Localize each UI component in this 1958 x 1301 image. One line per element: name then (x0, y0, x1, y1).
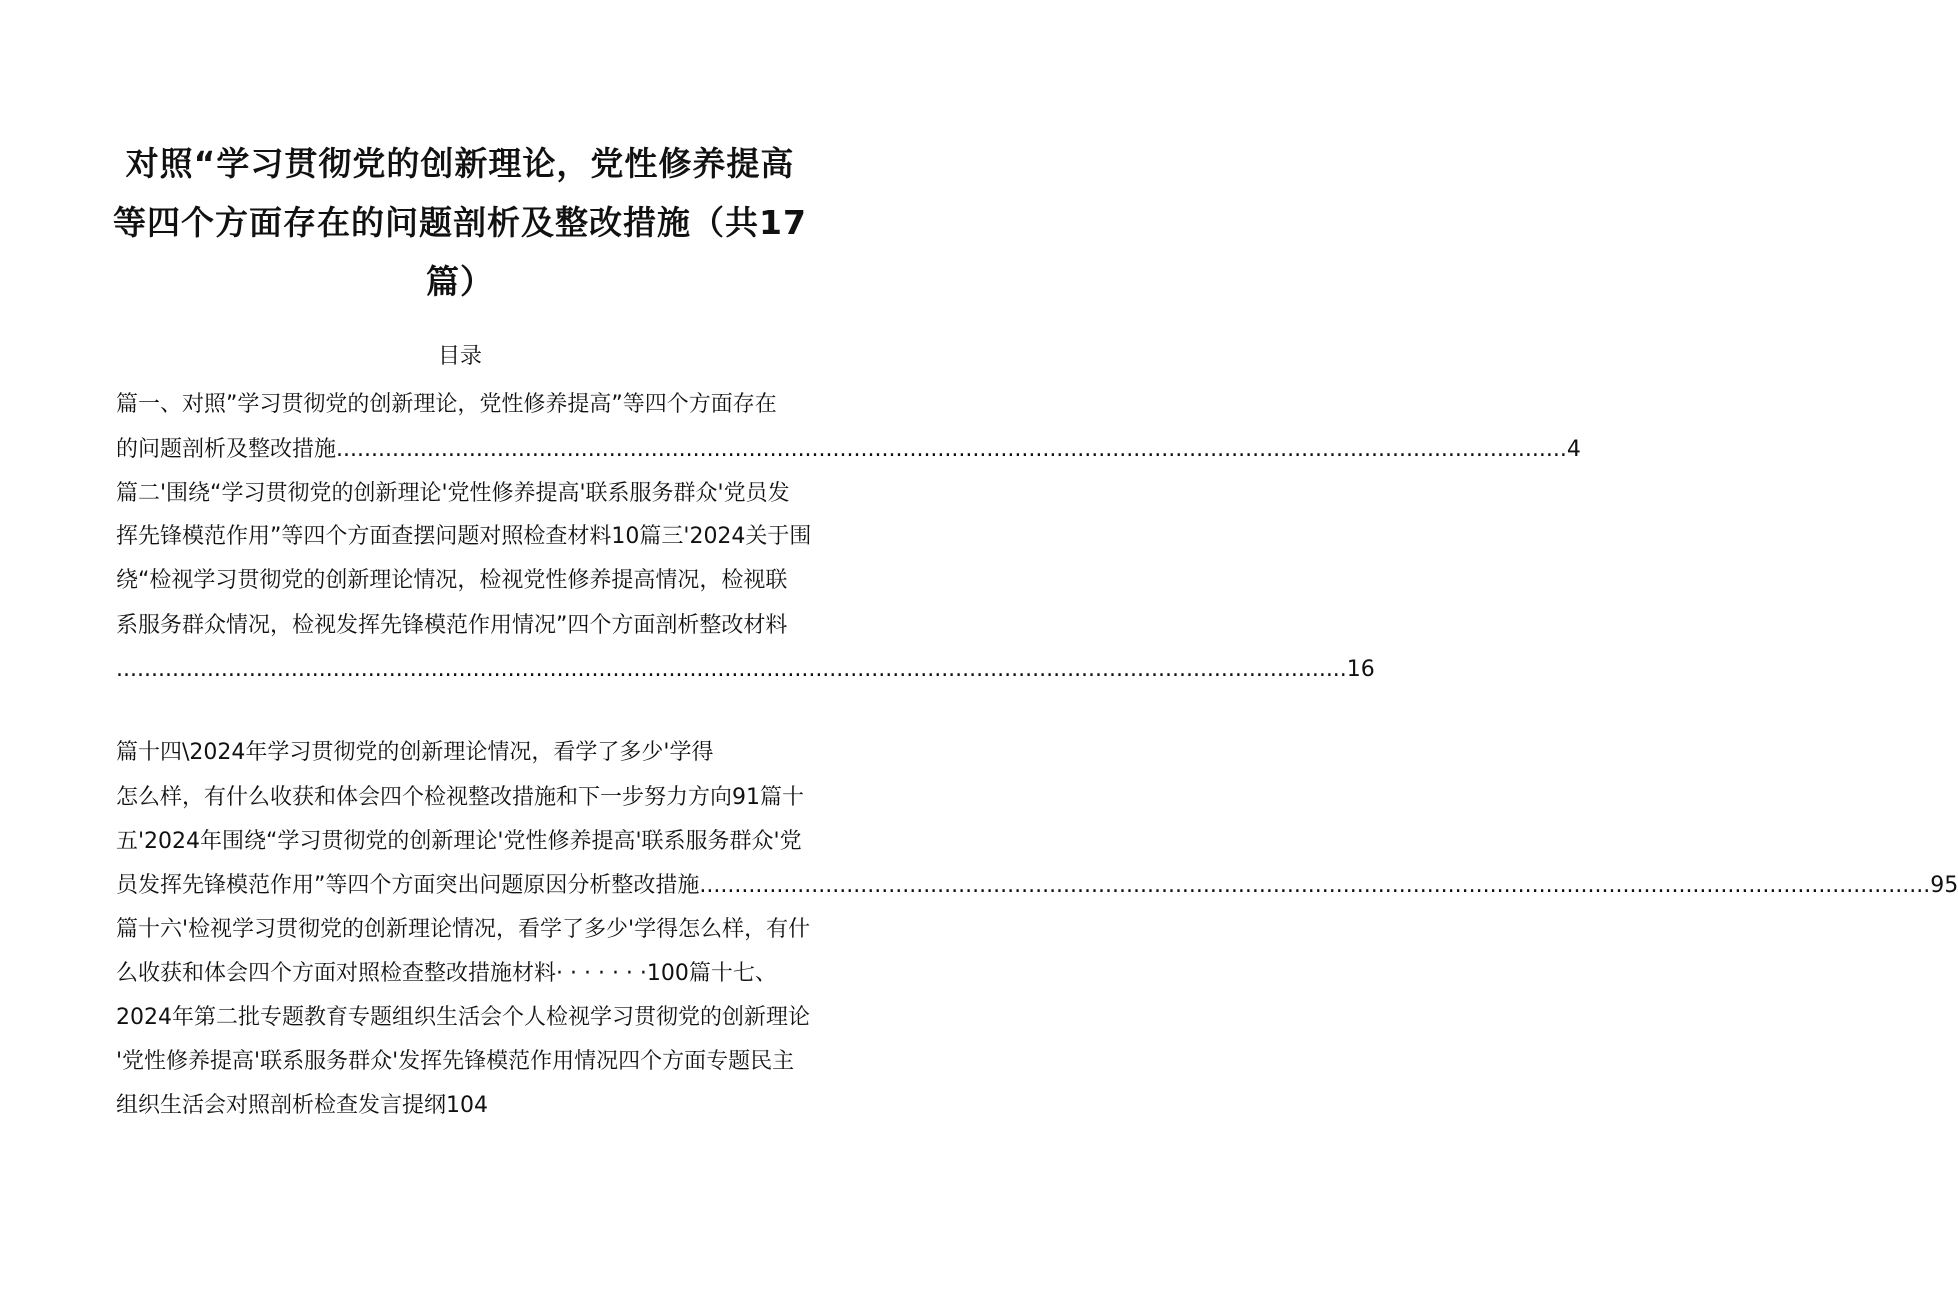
toc-entry-end (116, 870, 1958, 902)
toc-line: '党性修养提高'联系服务群众'发挥先锋模范作用情况四个方面专题民主 (116, 1049, 795, 1074)
title-line-2: 等四个方面存在的问题剖析及整改措施（共17 (113, 203, 807, 242)
toc-entry-end (116, 654, 1375, 686)
toc-entry-end (116, 434, 1581, 466)
title-line-1: 对照“学习贯彻党的创新理论，党性修养提高 (125, 144, 795, 183)
document-title (100, 134, 820, 311)
dot-leader: ................................................................................................................................................................................ (699, 873, 1931, 898)
toc-line: 绕“检视学习贯彻党的创新理论情况，检视党性修养提高情况，检视联 (116, 568, 788, 593)
toc-line: 2024年第二批专题教育专题组织生活会个人检视学习贯彻党的创新理论 (116, 1005, 810, 1030)
toc-heading: 目录 (437, 344, 482, 369)
page-number: 16 (1346, 657, 1375, 682)
page-number: 4 (1566, 437, 1581, 462)
dot-leader: ................................................................................................................................................................................ (116, 657, 1347, 682)
toc-line: 怎么样，有什么收获和体会四个检视整改措施和下一步努力方向91篇十 (116, 785, 804, 810)
toc-line: 么收获和体会四个方面对照检查整改措施材料· · · · · · ·100篇十七、 (116, 961, 777, 986)
toc-line: 的问题剖析及整改措施 (116, 437, 337, 462)
toc-line: 篇二'围绕“学习贯彻党的创新理论'党性修养提高'联系服务群众'党员发 (116, 481, 790, 506)
page-number: 95 (1930, 873, 1958, 898)
toc-line: 组织生活会对照剖析检查发言提纲104 (116, 1093, 488, 1118)
toc-line: 篇十六'检视学习贯彻党的创新理论情况，看学了多少'学得怎么样，有什 (116, 917, 811, 942)
toc-line: 系服务群众情况，检视发挥先锋模范作用情况”四个方面剖析整改材料 (116, 613, 788, 638)
title-line-3: 篇） (426, 262, 494, 301)
dot-leader: ................................................................................................................................................................................ (336, 437, 1567, 462)
toc-line: 挥先锋模范作用”等四个方面查摆问题对照检查材料10篇三'2024关于围 (116, 524, 812, 549)
toc-line: 篇一、对照”学习贯彻党的创新理论，党性修养提高”等四个方面存在 (116, 392, 777, 417)
toc-line: 篇十四\2024年学习贯彻党的创新理论情况，看学了多少'学得 (116, 740, 714, 765)
toc-line: 五'2024年围绕“学习贯彻党的创新理论'党性修养提高'联系服务群众'党 (116, 829, 802, 854)
toc-line: 员发挥先锋模范作用”等四个方面突出问题原因分析整改措施 (116, 873, 700, 898)
